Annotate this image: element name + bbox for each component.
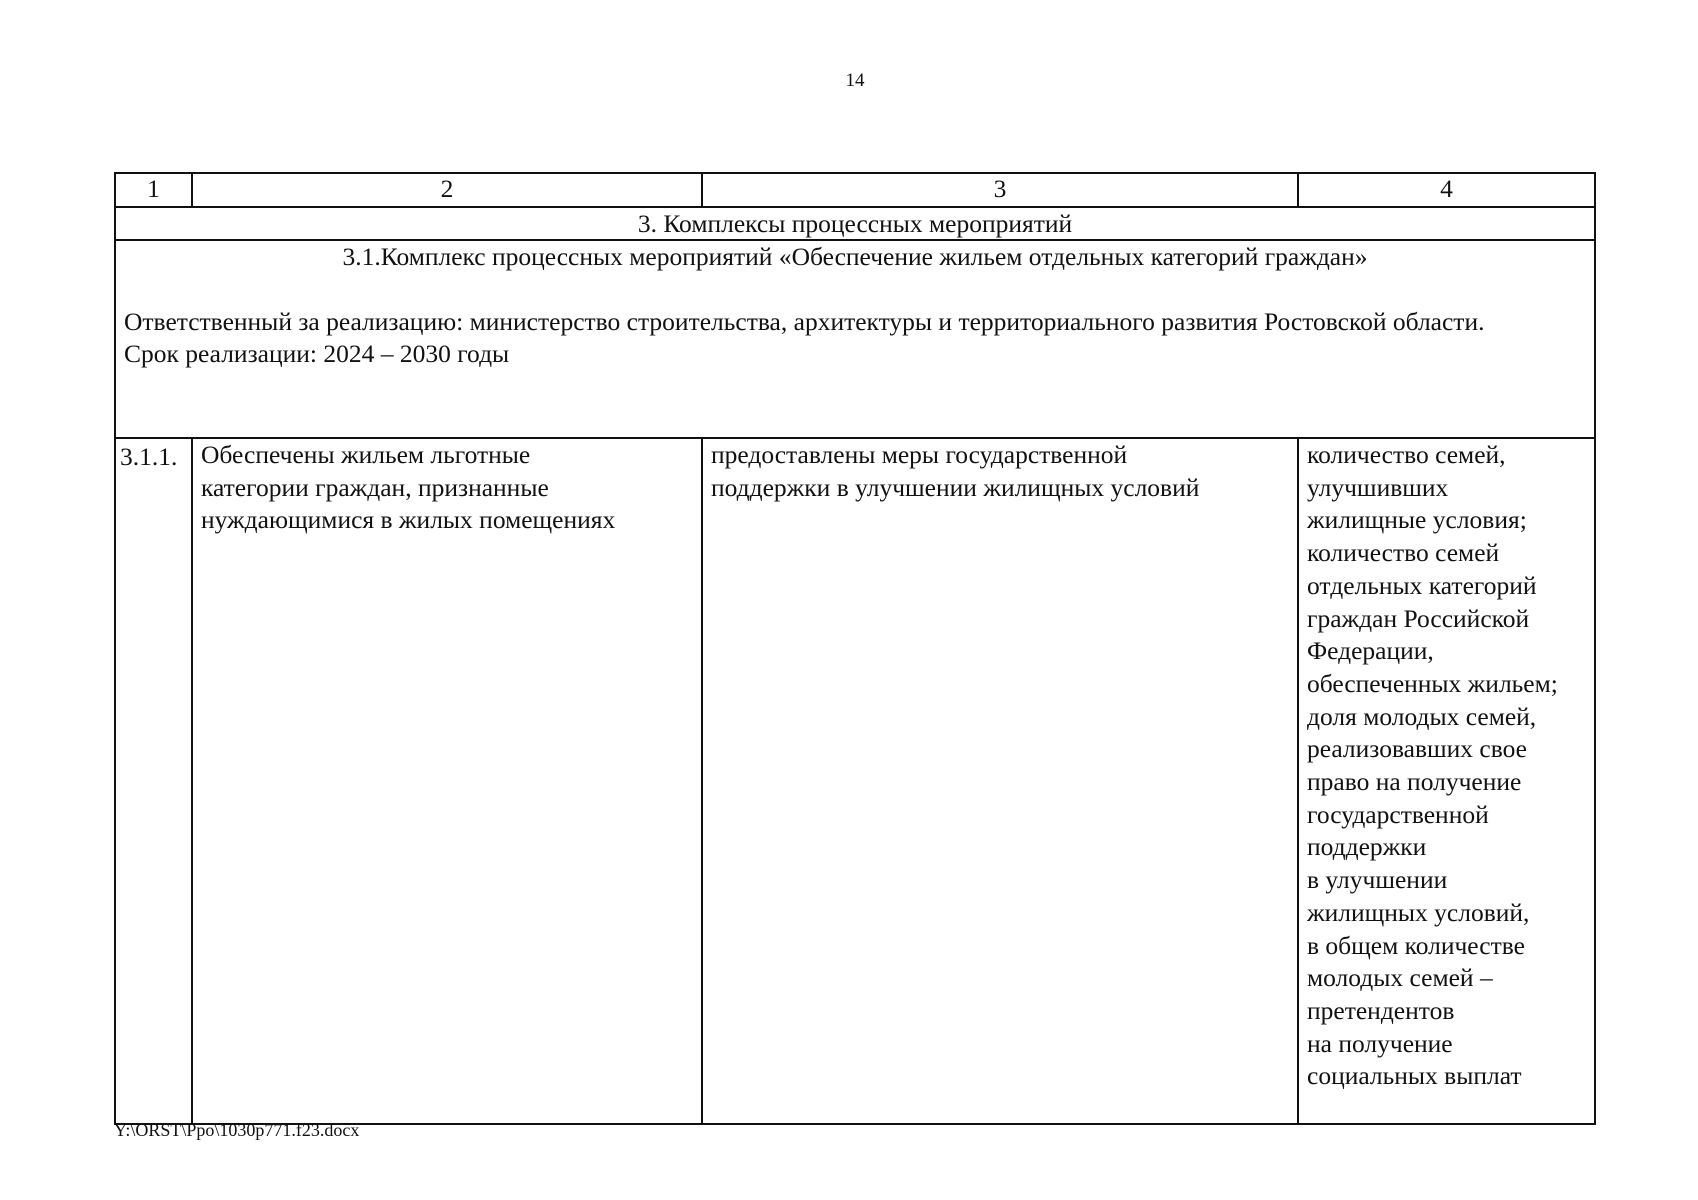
row-indicators: количество семей, улучшивших жилищные условия; количество семей отдельных категорий граждан Российской Федерации, обеспеченных жильем; доля молодых семей, реализовавших свое право на получение государственной поддержки в улучшении жилищных условий, в общем количестве молодых семей – претендентов на получение социальных выплат <box>1298 438 1595 1124</box>
page-number: 14 <box>845 70 865 91</box>
subsection-row <box>115 240 1595 438</box>
table-header-row <box>115 173 1595 207</box>
header-cell-4: 4 <box>1298 173 1595 207</box>
section-title: 3. Комплексы процессных мероприятий <box>115 207 1595 240</box>
header-cell-1: 1 <box>115 173 192 207</box>
row-number: 3.1.1. <box>115 438 192 1124</box>
subsection-cell <box>115 240 1595 438</box>
subsection-title: 3.1.Комплекс процессных мероприятий «Обеспечение жильем отдельных категорий граждан» <box>342 242 1368 271</box>
header-cell-3: 3 <box>702 173 1298 207</box>
row-effect: предоставлены меры государственной поддержки в улучшении жилищных условий <box>702 438 1298 1124</box>
section-row <box>115 207 1595 240</box>
period-text: Срок реализации: 2024 – 2030 годы <box>124 339 510 369</box>
responsible-text: Ответственный за реализацию: министерство строительства, архитектуры и территориального развития Ростовской области. <box>124 306 1485 336</box>
table-row <box>115 438 1595 1124</box>
row-task: Обеспечены жильем льготные категории граждан, признанные нуждающимися в жилых помещениях <box>192 438 702 1124</box>
footer-file-path: Y:\ORST\Ppo\1030p771.f23.docx <box>114 1120 360 1140</box>
measures-table <box>114 172 1596 1125</box>
header-cell-2: 2 <box>192 173 702 207</box>
